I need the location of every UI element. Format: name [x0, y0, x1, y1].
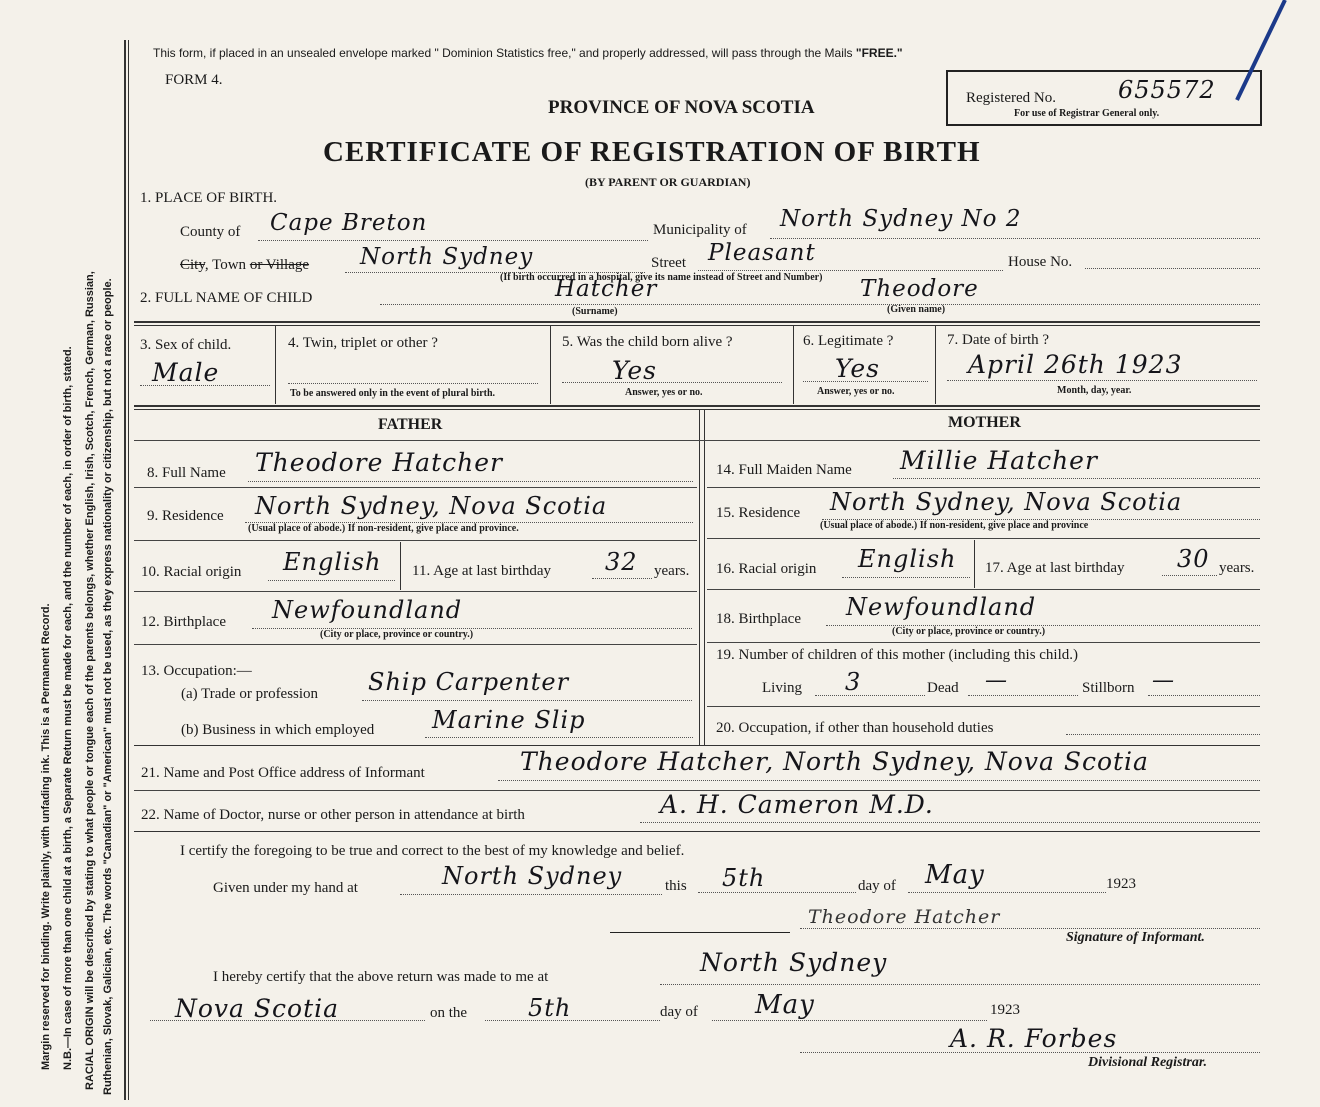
- registered-label: Registered No.: [966, 90, 1056, 106]
- father-trade-label: (a) Trade or profession: [181, 686, 319, 702]
- province-heading: PROVINCE OF NOVA SCOTIA: [548, 97, 815, 118]
- registrar-day: 5th: [528, 994, 572, 1022]
- this-label: this: [665, 878, 687, 894]
- father-name-value: Theodore Hatcher: [255, 448, 503, 477]
- given-caption: (Given name): [887, 304, 946, 315]
- father-residence-value: North Sydney, Nova Scotia: [255, 492, 608, 520]
- alive-value: Yes: [612, 356, 657, 385]
- alive-note: Answer, yes or no.: [625, 387, 703, 398]
- father-race-label: 10. Racial origin: [141, 564, 242, 580]
- certify-year: 1923: [1106, 876, 1136, 892]
- certify-statement: I certify the foregoing to be true and correct to the best of my knowledge and belief.: [180, 843, 685, 859]
- street-value: Pleasant: [708, 240, 816, 266]
- registrar-month: May: [755, 990, 815, 1020]
- child-surname: Hatcher: [555, 276, 658, 302]
- county-label: County of: [180, 224, 241, 240]
- margin-rule: [124, 40, 126, 1100]
- surname-caption: (Surname): [572, 306, 618, 317]
- father-birthplace-note: (City or place, province or country.): [320, 629, 474, 640]
- margin-note-3: RACIAL ORIGIN will be described by stating to what people or tongue each of the parents belongs, whether English, Irish, Scotch, French, German, Russian,: [84, 271, 96, 1090]
- child-name-label: 2. FULL NAME OF CHILD: [140, 290, 313, 306]
- mother-race-value: English: [858, 545, 957, 573]
- given-place: North Sydney: [442, 862, 623, 890]
- registrar-note: For use of Registrar General only.: [1014, 108, 1160, 119]
- father-name-label: 8. Full Name: [147, 465, 226, 481]
- registrar-signature: A. R. Forbes: [950, 1024, 1118, 1053]
- father-age-unit: years.: [654, 563, 690, 579]
- registrar-signature-caption: Divisional Registrar.: [1088, 1055, 1208, 1070]
- margin-rule-inner: [128, 40, 129, 1100]
- place-heading: 1. PLACE OF BIRTH.: [140, 190, 278, 206]
- dob-label: 7. Date of birth ?: [947, 332, 1050, 348]
- given-label: Given under my hand at: [213, 880, 358, 896]
- dob-value: April 26th 1923: [968, 350, 1183, 379]
- mother-race-label: 16. Racial origin: [716, 561, 817, 577]
- child-given-name: Theodore: [860, 276, 979, 302]
- dead-label: Dead: [927, 680, 959, 696]
- informant-value: Theodore Hatcher, North Sydney, Nova Scotia: [520, 747, 1149, 776]
- page-subtitle: (BY PARENT OR GUARDIAN): [585, 175, 751, 189]
- mother-name-label: 14. Full Maiden Name: [716, 462, 852, 478]
- city-value: North Sydney: [360, 244, 534, 270]
- county-value: Cape Breton: [270, 210, 428, 236]
- registrar-statement: I hereby certify that the above return was made to me at: [213, 969, 549, 985]
- page-title: CERTIFICATE OF REGISTRATION OF BIRTH: [323, 136, 981, 168]
- legit-note: Answer, yes or no.: [817, 386, 895, 397]
- margin-note-4: Ruthenian, Slovak, Galician, etc. The words "Canadian" or "American" must not be used, as they express nationality or citizenship, but not a race or people.: [102, 278, 114, 1095]
- father-birthplace-value: Newfoundland: [272, 596, 463, 624]
- registrar-year: 1923: [990, 1002, 1020, 1018]
- informant-signature-caption: Signature of Informant.: [1066, 930, 1205, 945]
- municipality-label: Municipality of: [653, 222, 747, 238]
- city-label: City, Town or Village: [180, 257, 310, 273]
- father-trade-value: Ship Carpenter: [368, 668, 570, 696]
- registrar-place-1: North Sydney: [700, 948, 888, 977]
- registered-number: 655572: [1118, 76, 1216, 104]
- father-birthplace-label: 12. Birthplace: [141, 614, 226, 630]
- mother-birthplace-label: 18. Birthplace: [716, 611, 801, 627]
- registrar-on-label: on the: [430, 1005, 468, 1021]
- dead-value: —: [985, 668, 1008, 693]
- father-age-value: 32: [605, 548, 638, 576]
- mother-birthplace-value: Newfoundland: [846, 593, 1037, 621]
- twin-label: 4. Twin, triplet or other ?: [288, 335, 438, 351]
- registrar-dayof-label: day of: [660, 1004, 698, 1020]
- mother-name-value: Millie Hatcher: [900, 446, 1098, 475]
- mother-age-label: 17. Age at last birthday: [985, 560, 1125, 576]
- mother-children-label: 19. Number of children of this mother (including this child.): [716, 647, 1079, 663]
- twin-note: To be answered only in the event of plural birth.: [290, 388, 496, 399]
- mother-residence-value: North Sydney, Nova Scotia: [830, 488, 1183, 516]
- mother-birthplace-note: (City or place, province or country.): [892, 626, 1046, 637]
- father-business-label: (b) Business in which employed: [181, 722, 375, 738]
- hospital-note: (If birth occurred in a hospital, give its name instead of Street and Number): [500, 272, 823, 283]
- mother-occupation-label: 20. Occupation, if other than household duties: [716, 720, 994, 736]
- father-age-label: 11. Age at last birthday: [412, 563, 551, 579]
- living-value: 3: [845, 668, 862, 696]
- legit-value: Yes: [835, 354, 880, 383]
- alive-label: 5. Was the child born alive ?: [562, 334, 733, 350]
- mother-residence-note: (Usual place of abode.) If non-resident, give place and province: [820, 520, 1089, 531]
- form-number: FORM 4.: [165, 72, 223, 88]
- father-residence-note: (Usual place of abode.) If non-resident, give place and province.: [248, 523, 519, 534]
- father-heading: FATHER: [378, 416, 443, 433]
- registered-box: [946, 70, 1262, 126]
- house-label: House No.: [1008, 254, 1073, 270]
- check-mark-icon: [1225, 0, 1295, 110]
- sex-value: Male: [152, 358, 220, 387]
- legit-label: 6. Legitimate ?: [803, 333, 894, 349]
- father-business-value: Marine Slip: [432, 706, 586, 734]
- informant-signature: Theodore Hatcher: [808, 906, 1001, 928]
- margin-note-1: Margin reserved for binding. Write plainly, with unfading ink. This is a Permanent Record.: [40, 603, 52, 1070]
- father-occupation-label: 13. Occupation:—: [141, 663, 252, 679]
- doctor-value: A. H. Cameron M.D.: [660, 790, 934, 819]
- mother-residence-label: 15. Residence: [716, 505, 801, 521]
- sex-label: 3. Sex of child.: [140, 337, 232, 353]
- stillborn-value: —: [1152, 668, 1175, 693]
- father-residence-label: 9. Residence: [147, 508, 224, 524]
- street-label: Street: [651, 255, 686, 271]
- living-label: Living: [762, 680, 802, 696]
- municipality-value: North Sydney No 2: [780, 206, 1022, 232]
- registrar-place-2: Nova Scotia: [175, 994, 340, 1023]
- mother-heading: MOTHER: [948, 414, 1021, 431]
- informant-label: 21. Name and Post Office address of Informant: [141, 765, 425, 781]
- stillborn-label: Stillborn: [1082, 680, 1135, 696]
- mail-notice: This form, if placed in an unsealed envelope marked " Dominion Statistics free," and properly addressed, will pass through the Mails "FREE.": [153, 46, 903, 60]
- doctor-label: 22. Name of Doctor, nurse or other person in attendance at birth: [141, 807, 525, 823]
- father-race-value: English: [283, 548, 382, 576]
- mother-age-unit: years.: [1219, 560, 1255, 576]
- certify-month: May: [925, 860, 985, 890]
- certify-dayof-label: day of: [858, 878, 896, 894]
- dob-note: Month, day, year.: [1057, 385, 1132, 396]
- certify-day: 5th: [722, 864, 766, 892]
- mother-age-value: 30: [1177, 545, 1210, 573]
- margin-note-2: N.B.—In case of more than one child at a birth, a Separate Return must be made for each, and the number of each, in order of birth, stated.: [62, 346, 74, 1070]
